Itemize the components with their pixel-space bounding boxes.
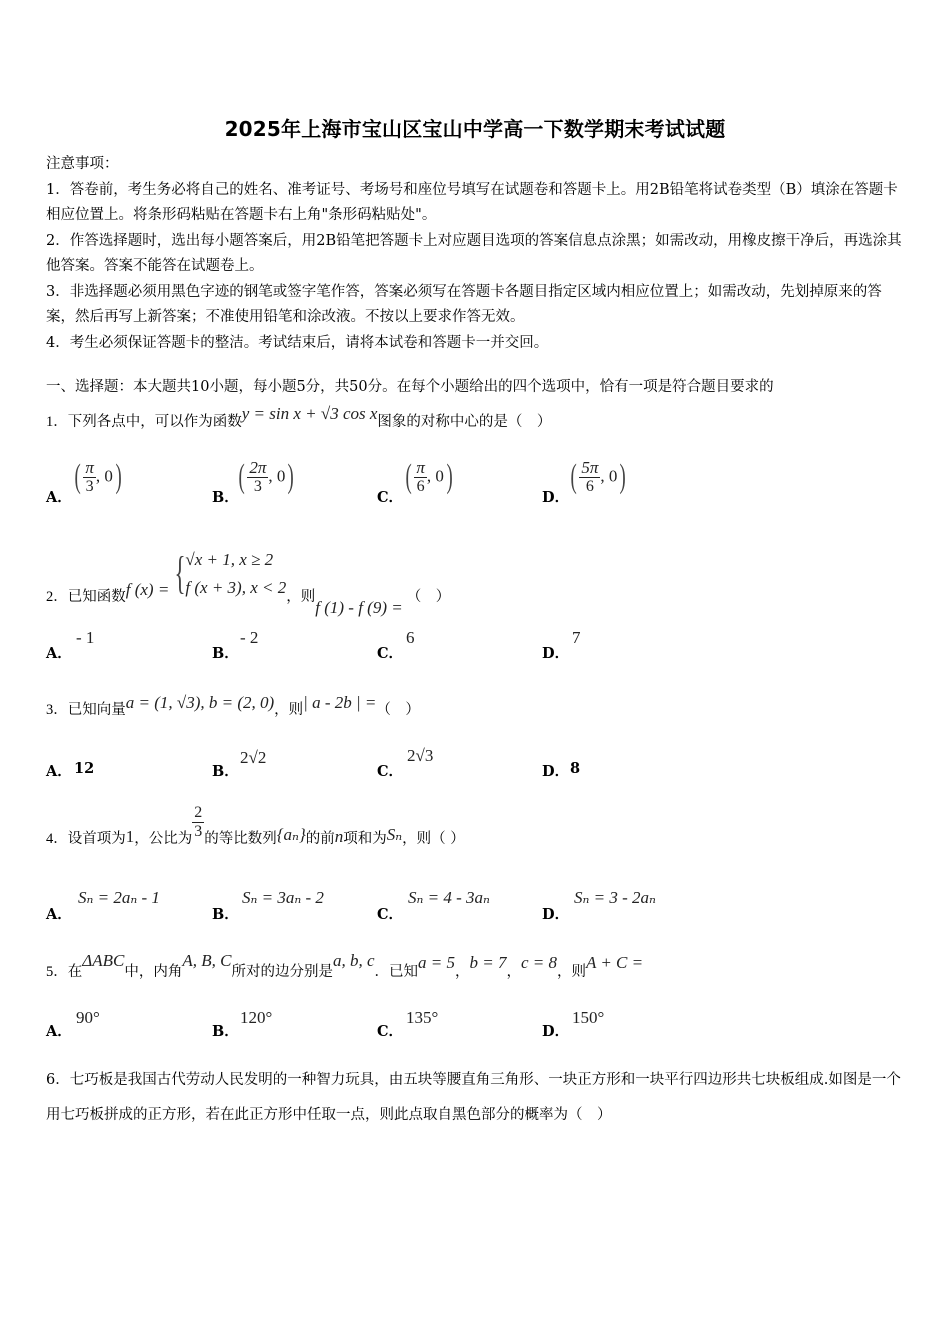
option-value: ( $\frac{\pi}{3}$ , 0) — [74, 457, 122, 495]
notes-item: 3．非选择题必须用黑色字迹的钢笔或签字笔作答，答案必须写在答题卡各题目指定区域内相应位置上；如需改动，先划掉原来的答案，然后再写上新答案；不准使用铅笔和涂改液。不按以上要求作答无效。 — [46, 283, 882, 325]
option-value: 135° — [406, 1008, 439, 1027]
option-label: A． — [46, 645, 72, 662]
question-text: ，则 — [557, 964, 586, 980]
math-formula: A, B, C — [182, 951, 232, 970]
notes-item: 1．答卷前，考生务必将自己的姓名、准考证号、考场号和座位号填写在试题卷和答题卡上。用2B铅笔将试卷类型（B）填涂在答题卡相应位置上。将条形码粘贴在答题卡右上角"条形码粘贴处"。 — [46, 181, 898, 223]
option-value: Sₙ = 3 - 2aₙ — [574, 888, 656, 907]
option-label: C． — [377, 1023, 404, 1040]
option-label: D． — [542, 645, 570, 662]
piecewise-case: f (x + 3), x < 2 — [185, 578, 287, 597]
math-formula: b = 7 — [469, 953, 507, 972]
question-text: ，则（ ） — [402, 831, 465, 847]
fraction-denominator: 6 — [416, 477, 425, 495]
question-number: 5． — [46, 964, 68, 980]
option-value: Sₙ = 4 - 3aₙ — [408, 888, 490, 907]
option-value: Sₙ = 3aₙ - 2 — [242, 888, 324, 907]
question-2: 2．已知函数f (x) = { √x + 1, x ≥ 2 f (x + 3), x < 2 ，则f (1) - f (9) =（ ） — [46, 547, 451, 617]
option-label: B． — [212, 489, 239, 506]
question-text: 的前 — [305, 831, 335, 847]
option-label: B． — [212, 763, 239, 780]
fraction-denominator: 6 — [585, 477, 594, 495]
option-value: 120° — [240, 1008, 273, 1027]
point-tail: , 0 — [95, 466, 113, 486]
option-label: C． — [377, 763, 404, 780]
option-label: C． — [377, 489, 404, 506]
fraction-numerator: π — [85, 457, 94, 477]
question-1 — [46, 404, 552, 431]
question-text: （ ） — [376, 702, 420, 718]
option-value: 12 — [74, 760, 95, 777]
option-value: 8 — [570, 760, 581, 777]
question-text: 的等比数列 — [204, 831, 277, 847]
option-label: D． — [542, 763, 570, 780]
question-text: 已知函数 — [67, 588, 126, 605]
question-text: 中，内角 — [124, 964, 183, 980]
notes-item: 4．考生必须保证答题卡的整洁。考试结束后，请将本试卷和答题卡一并交回。 — [46, 334, 549, 351]
option-value: 6 — [406, 628, 415, 647]
notes-heading: 注意事项： — [46, 156, 119, 172]
fraction-numerator: 5π — [581, 457, 599, 477]
option-value: - 1 — [76, 628, 95, 647]
option-label: B． — [212, 906, 239, 923]
math-formula: a = (1, √3), b = (2, 0) — [125, 693, 275, 712]
notes-item: 2．作答选择题时，选出每小题答案后，用2B铅笔把答题卡上对应题目选项的答案信息点涂黑；如需改动，用橡皮擦干净后，再选涂其他答案。答案不能答在试题卷上。 — [46, 232, 902, 274]
math-variable: n — [334, 827, 344, 846]
option-label: B． — [212, 645, 239, 662]
question-number: 1． — [46, 414, 68, 430]
question-number: 4． — [46, 831, 68, 847]
question-number: 6． — [46, 1072, 70, 1088]
option-value: - 2 — [240, 628, 259, 647]
option-value: 150° — [572, 1008, 605, 1027]
math-formula: a, b, c — [332, 951, 375, 970]
question-text: 七巧板是我国古代劳动人民发明的一种智力玩具，由五块等腰直角三角形、一块正方形和一块平行四边形共七块板组成.如图是一个用七巧板拼成的正方形，若在此正方形中任取一点，则此点取自黑色部分的概率为（ ） — [46, 1072, 901, 1123]
option-value: Sₙ = 2aₙ - 1 — [78, 888, 160, 907]
math-formula: a = 5 — [418, 953, 455, 972]
question-5 — [46, 951, 644, 981]
option-value: 2√2 — [240, 748, 267, 767]
math-formula: f (1) - f (9) = — [315, 597, 403, 617]
option-value: 2√3 — [407, 746, 434, 765]
math-formula: {aₙ} — [276, 825, 306, 844]
option-label: A． — [46, 763, 72, 780]
section-heading: 一、选择题：本大题共10小题，每小题5分，共50分。在每个小题给出的四个选项中，恰有一项是符合题目要求的 — [46, 379, 774, 395]
question-number: 2． — [46, 588, 68, 605]
fraction-denominator: 3 — [85, 477, 94, 495]
notes-block — [46, 152, 908, 356]
fraction-denominator: 3 — [253, 477, 262, 495]
piecewise-case: √x + 1, x ≥ 2 — [185, 550, 274, 569]
math-formula: y = sin x + √3 cos x — [241, 404, 378, 423]
question-4 — [46, 804, 465, 847]
fraction-numerator: 2π — [249, 457, 267, 477]
question-text: 已知向量 — [67, 702, 126, 718]
fraction-numerator: 2 — [194, 804, 203, 821]
math-formula: c = 8 — [520, 953, 557, 972]
math-formula: f (x) = — [125, 579, 170, 599]
math-variable: Sₙ — [386, 825, 403, 844]
option-label: C． — [377, 906, 404, 923]
question-text: ，公比为 — [134, 831, 193, 847]
option-value: 7 — [572, 628, 581, 647]
question-text: ， — [506, 964, 521, 980]
question-text: ，则 — [274, 702, 304, 718]
option-label: D． — [542, 1023, 570, 1040]
question-text: 设首项为 — [67, 831, 126, 847]
math-formula: A + C = — [586, 953, 644, 972]
option-value: ( $\frac{5\pi}{6}$ , 0) — [570, 457, 627, 495]
question-text: ， — [454, 964, 470, 980]
question-text: ，则 — [286, 588, 316, 605]
question-text: ．已知 — [374, 964, 418, 980]
question-text: （ ） — [406, 588, 451, 605]
math-formula: | a - 2b | = — [303, 693, 377, 712]
point-tail: , 0 — [268, 466, 286, 486]
question-3 — [46, 693, 420, 719]
question-number: 3． — [46, 702, 68, 718]
math-value: 1 — [125, 827, 135, 846]
page-title: 2025年上海市宝山区宝山中学高一下数学期末考试试题 — [224, 117, 726, 141]
option-label: A． — [46, 489, 72, 506]
option-value: 90° — [76, 1008, 100, 1027]
question-text: 项和为 — [343, 831, 387, 847]
math-formula: ΔABC — [82, 951, 125, 970]
question-6 — [46, 1063, 908, 1133]
option-label: D． — [542, 489, 570, 506]
option-label: C． — [377, 645, 404, 662]
point-tail: , 0 — [600, 466, 618, 486]
question-text: 所对的边分别是 — [231, 964, 333, 980]
option-value: ( $\frac{\pi}{6}$ , 0) — [405, 457, 453, 495]
question-text: 下列各点中，可以作为函数 — [67, 414, 242, 430]
fraction-denominator: 3 — [194, 823, 203, 840]
question-text: 在 — [67, 964, 83, 980]
fraction-numerator: π — [416, 457, 425, 477]
option-label: A． — [46, 1023, 72, 1040]
option-label: D． — [542, 906, 570, 923]
option-label: B． — [212, 1023, 239, 1040]
option-value: ( $\frac{2\pi}{3}$ , 0) — [238, 457, 295, 495]
point-tail: , 0 — [426, 466, 444, 486]
option-label: A． — [46, 906, 72, 923]
question-text: 图象的对称中心的是（ ） — [377, 414, 552, 430]
